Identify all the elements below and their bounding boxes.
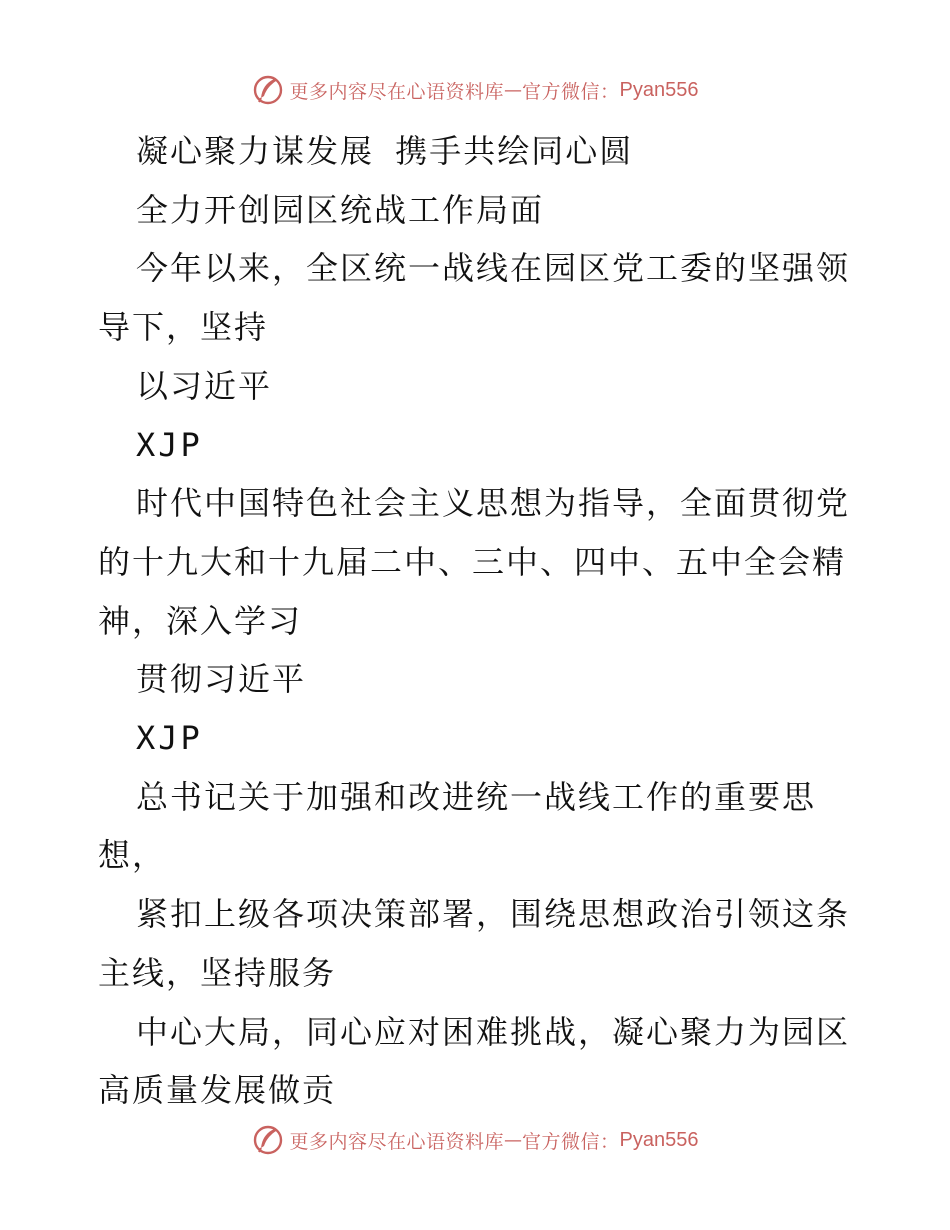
- footer-wechat-id: Pyan556: [619, 1128, 699, 1151]
- footer-banner: [0, 1120, 950, 1160]
- document-body: [98, 122, 858, 1120]
- paragraph: 贯彻习近平: [136, 660, 307, 699]
- header-wechat-id: Pyan556: [619, 78, 699, 101]
- header-wechat-label: 官方微信：: [522, 80, 620, 103]
- feather-pen-logo-icon: [252, 74, 284, 106]
- footer-separator: —: [504, 1129, 523, 1151]
- footer-text: 更多内容尽在心语资料库: [289, 1130, 505, 1153]
- paragraph: 今年以来，全区统一战线在园区党工委的坚强领导下，坚持: [98, 249, 851, 347]
- header-text: 更多内容尽在心语资料库: [289, 80, 505, 103]
- feather-pen-logo-icon: [252, 1124, 284, 1156]
- paragraph: 紧扣上级各项决策部署，围绕思想政治引领这条主线，坚持服务: [98, 895, 851, 992]
- paragraph: XJP: [136, 425, 203, 464]
- paragraph: 总书记关于加强和改进统一战线工作的重要思想，: [98, 777, 817, 875]
- paragraph: 时代中国特色社会主义思想为指导，全面贯彻党的十九大和十九届二中、三中、四中、五中全会精神，深入学习: [98, 484, 851, 640]
- paragraph: 以习近平: [136, 366, 273, 405]
- footer-wechat-label: 官方微信：: [522, 1130, 620, 1153]
- paragraph: 中心大局，同心应对困难挑战，凝心聚力为园区高质量发展做贡: [98, 1012, 851, 1110]
- header-separator: —: [504, 79, 523, 101]
- header-banner: [0, 70, 950, 110]
- title-line-2: 全力开创园区统战工作局面: [136, 190, 545, 229]
- paragraph: XJP: [136, 719, 203, 758]
- title-line-1: 凝心聚力谋发展 携手共绘同心圆: [136, 132, 634, 170]
